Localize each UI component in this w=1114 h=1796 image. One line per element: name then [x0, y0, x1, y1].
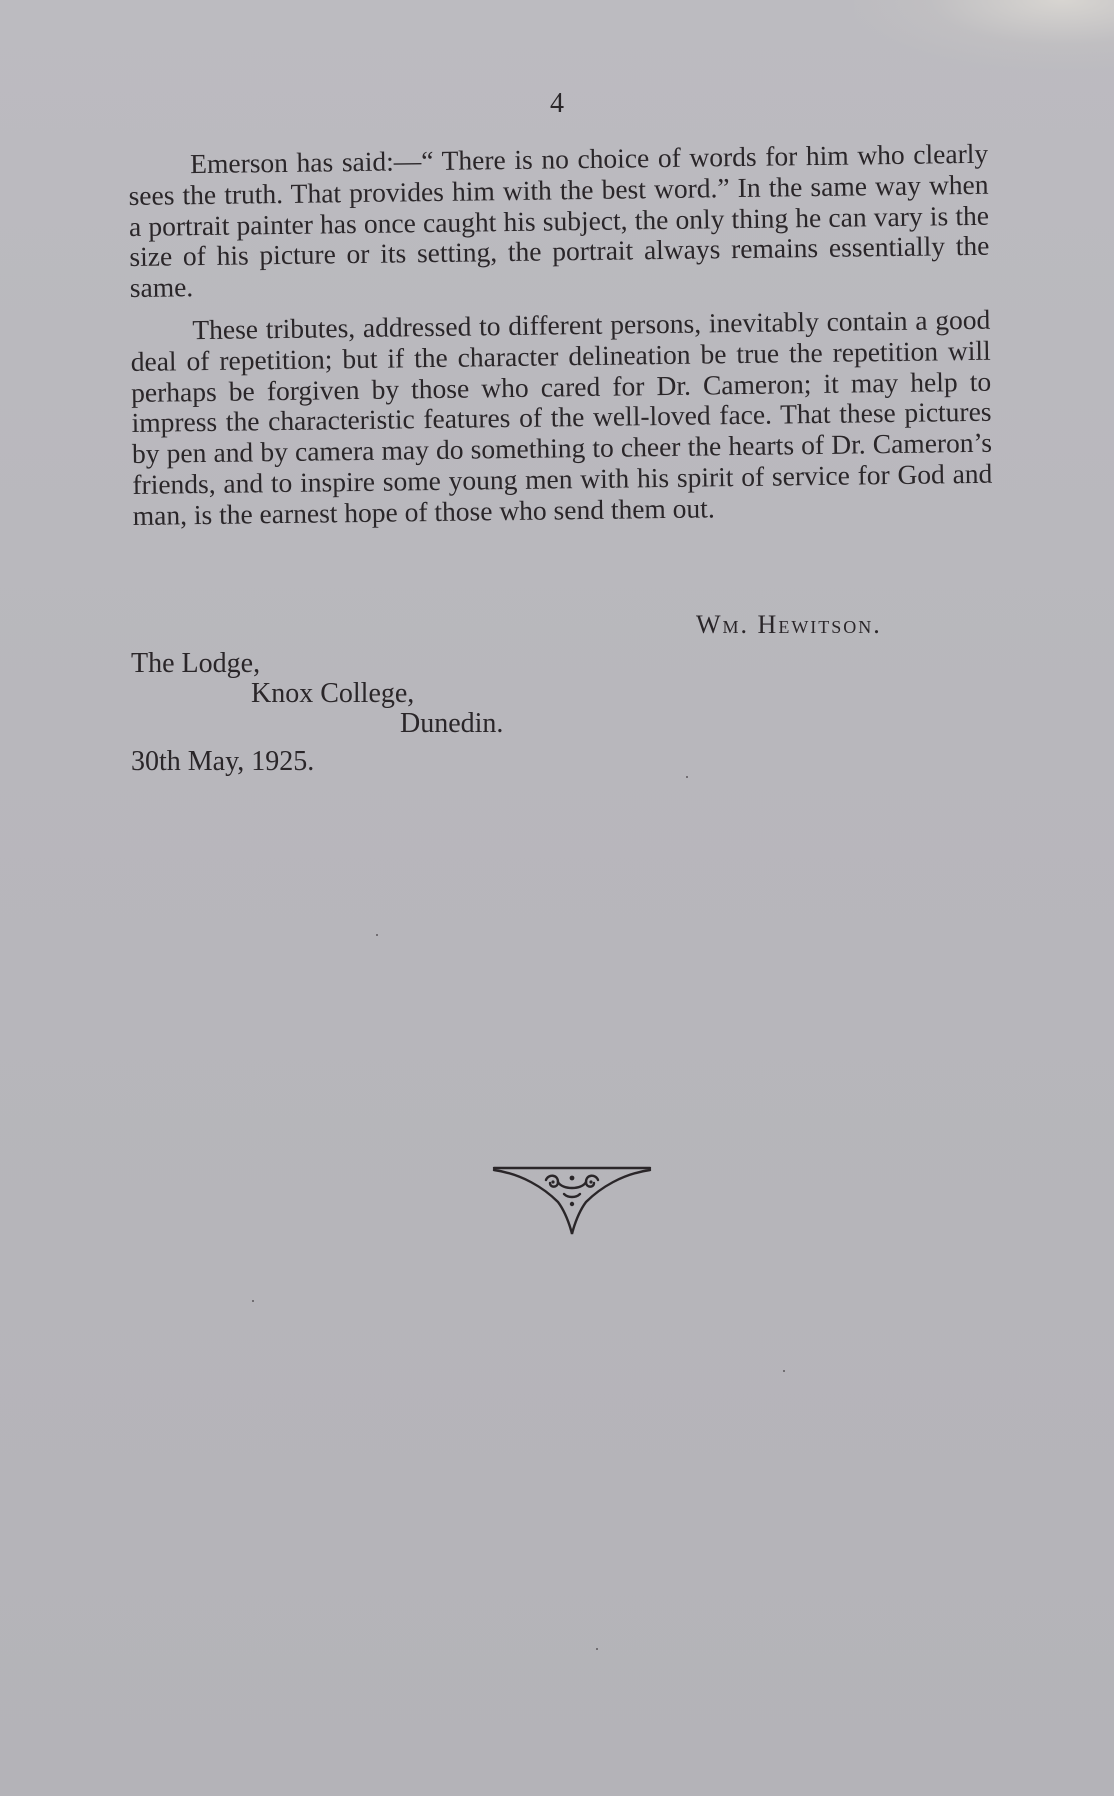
- page-number: 4: [550, 88, 564, 119]
- body-text: [128, 139, 993, 532]
- paper-speck: [596, 1648, 598, 1650]
- signature: Wm. Hewitson.: [696, 610, 882, 639]
- paper-speck: [686, 776, 688, 778]
- paper-speck: [376, 934, 378, 936]
- paper-speck: [783, 1370, 785, 1372]
- address-line-2: Knox College,: [251, 678, 415, 709]
- paper-speck: [252, 1300, 254, 1302]
- page-edge-stain: [854, 0, 1114, 70]
- date-line: 30th May, 1925.: [131, 746, 315, 777]
- paragraph-tributes: These tributes, addressed to different persons, inevitably contain a good deal of repetition; but if the character delineation be true the repetition will perhaps be forgiven by those who cared for Dr. Cameron; it may help to impress the characteristic features of the well-loved face. That these pictures by pen and by camera may do something to cheer the hearts of Dr. Cameron’s friends, and to inspire some young men with his spirit of service for God and man, is the earnest hope of those who send them out.: [130, 303, 993, 531]
- address-line-1: The Lodge,: [131, 648, 261, 679]
- scroll-ornament-icon: [492, 1158, 652, 1238]
- address-line-3: Dunedin.: [400, 708, 504, 739]
- paragraph-emerson: Emerson has said:—“ There is no choice of words for him who clearly sees the truth. That provides him with the best word.” In the same way when a portrait painter has once caught his subject, the only thing he can vary is the size of his picture or its setting, the portrait always remains essentially the same.: [128, 137, 990, 304]
